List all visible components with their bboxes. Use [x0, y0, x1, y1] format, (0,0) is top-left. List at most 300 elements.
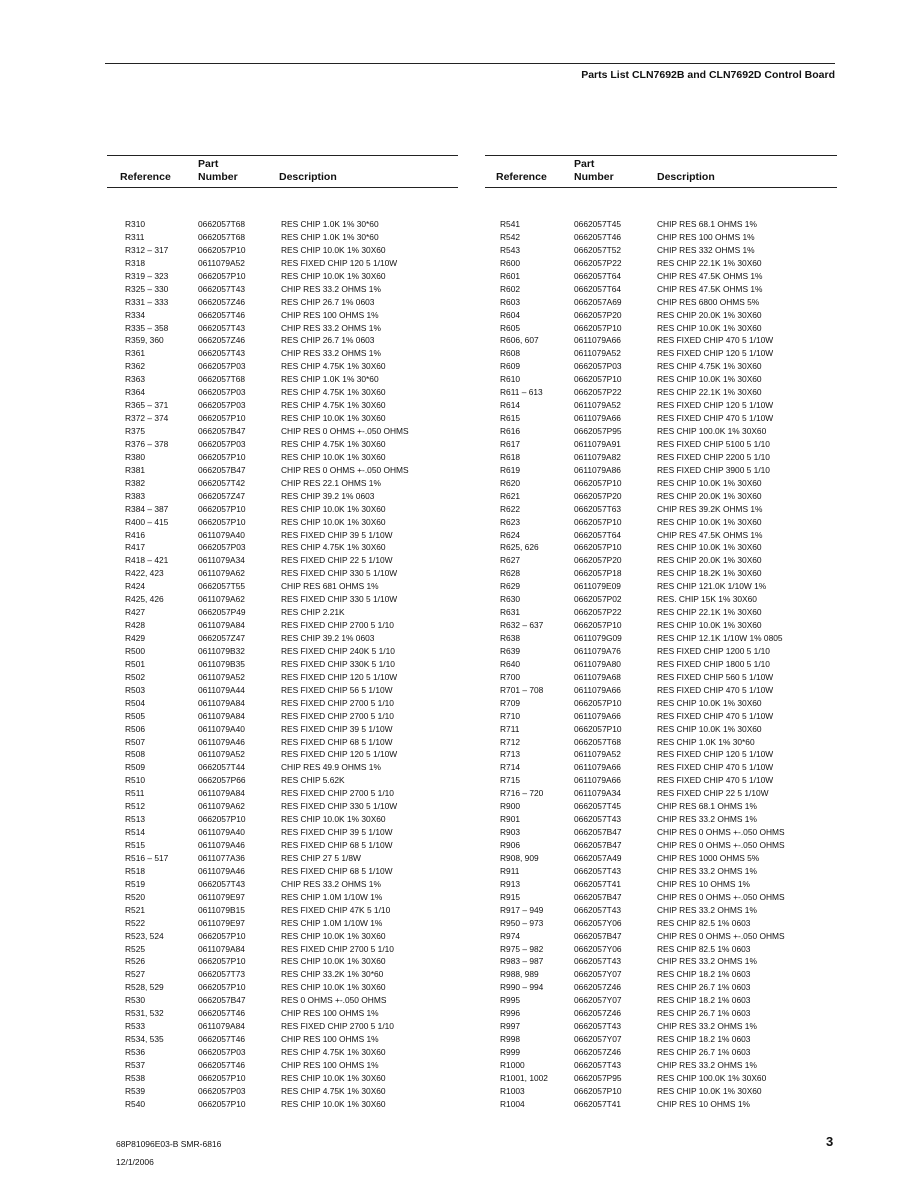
reference-cell: R998 [500, 1034, 521, 1045]
table-row [485, 296, 837, 309]
column-header-description: Description [657, 171, 715, 183]
reference-cell: R518 [125, 865, 146, 876]
description-cell: CHIP RES 0 OHMS +-.050 OHMS [657, 827, 785, 838]
reference-cell: R536 [125, 1047, 146, 1057]
description-cell: RES CHIP 26.7 1% 0603 [281, 296, 375, 307]
part-number-cell: 0611077A36 [198, 852, 245, 863]
table-row [107, 994, 458, 1007]
parts-table-right [485, 155, 837, 1111]
description-cell: CHIP RES 33.2 OHMS 1% [657, 814, 757, 825]
reference-cell: R710 [500, 710, 521, 721]
description-cell: RES CHIP 22.1K 1% 30X60 [657, 607, 762, 618]
description-cell: RES FIXED CHIP 1200 5 1/10 [657, 645, 770, 656]
table-row [485, 257, 837, 270]
part-number-cell: 0662057T46 [198, 1008, 246, 1019]
reference-cell: R516 – 517 [125, 852, 169, 863]
part-number-cell: 0662057P10 [574, 542, 622, 553]
table-row [485, 347, 837, 360]
reference-cell: R714 [500, 762, 521, 773]
reference-cell: R334 [125, 309, 146, 320]
reference-cell: R950 – 973 [500, 917, 544, 928]
part-number-cell: 0662057T43 [574, 814, 622, 825]
description-cell: RES CHIP 10.0K 1% 30X60 [657, 322, 762, 333]
part-number-cell: 0662057B47 [198, 426, 246, 436]
table-row [485, 464, 837, 477]
table-row [485, 891, 837, 904]
table-row [107, 399, 458, 412]
part-number-cell: 0611079A34 [198, 555, 245, 566]
part-number-cell: 0611079A52 [574, 348, 621, 359]
reference-cell: R975 – 982 [500, 943, 544, 954]
description-cell: CHIP RES 100 OHMS 1% [281, 309, 379, 320]
reference-cell: R1000 [500, 1059, 525, 1070]
table-row [107, 438, 458, 451]
part-number-cell: 0611079B35 [198, 658, 245, 669]
reference-cell: R901 [500, 814, 521, 825]
description-cell: CHIP RES 0 OHMS +-.050 OHMS [657, 840, 785, 850]
description-cell: RES CHIP 100.0K 1% 30X60 [657, 426, 767, 436]
table-row [107, 684, 458, 697]
part-number-cell: 0662057T41 [574, 1098, 622, 1109]
table-row [485, 917, 837, 930]
reference-cell: R906 [500, 840, 521, 850]
part-number-cell: 0662057Z47 [198, 490, 246, 501]
reference-cell: R622 [500, 503, 521, 514]
table-row [107, 606, 458, 619]
table-row [107, 826, 458, 839]
part-number-cell: 0662057T64 [574, 283, 622, 294]
table-row [107, 968, 458, 981]
table-row [107, 865, 458, 878]
description-cell: RES FIXED CHIP 120 5 1/10W [281, 671, 398, 682]
table-row [107, 296, 458, 309]
reference-cell: R614 [500, 400, 521, 411]
table-row [107, 723, 458, 736]
reference-cell: R509 [125, 762, 146, 773]
table-row [485, 1059, 837, 1072]
description-cell: RES FIXED CHIP 120 5 1/10W [657, 348, 774, 359]
table-row [107, 839, 458, 852]
reference-cell: R534, 535 [125, 1034, 164, 1045]
part-number-cell: 0662057Z46 [198, 335, 246, 346]
part-number-cell: 0611079A86 [574, 464, 621, 475]
description-cell: RES FIXED CHIP 2700 5 1/10 [281, 788, 394, 799]
description-cell: RES FIXED CHIP 2700 5 1/10 [281, 943, 394, 954]
description-cell: RES FIXED CHIP 120 5 1/10W [657, 749, 774, 760]
reference-cell: R513 [125, 814, 146, 825]
description-cell: CHIP RES 33.2 OHMS 1% [657, 956, 757, 967]
description-cell: RES CHIP 12.1K 1/10W 1% 0805 [657, 633, 783, 643]
part-number-cell: 0662057T46 [198, 309, 246, 320]
table-row [107, 981, 458, 994]
description-cell: RES CHIP 1.0M 1/10W 1% [281, 891, 383, 902]
reference-cell: R359, 360 [125, 335, 164, 346]
table-row [107, 322, 458, 335]
reference-cell: R711 [500, 723, 520, 734]
reference-cell: R533 [125, 1021, 146, 1032]
part-number-cell: 0662057P10 [198, 270, 246, 281]
reference-cell: R507 [125, 736, 146, 747]
description-cell: RES CHIP 4.75K 1% 30X60 [281, 400, 386, 411]
part-number-cell: 0611079A66 [574, 684, 621, 695]
part-number-cell: 0662057T43 [198, 348, 246, 359]
description-cell: RES CHIP 4.75K 1% 30X60 [281, 387, 386, 398]
column-header-part-number: Part Number [574, 158, 614, 183]
table-row [107, 632, 458, 645]
reference-cell: R609 [500, 361, 521, 372]
description-cell: RES FIXED CHIP 39 5 1/10W [281, 723, 393, 734]
reference-cell: R543 [500, 244, 521, 255]
part-number-cell: 0662057Y06 [574, 917, 622, 928]
reference-cell: R428 [125, 620, 146, 631]
reference-cell: R364 [125, 387, 146, 398]
table-row [107, 943, 458, 956]
part-number-cell: 0662057P18 [574, 568, 622, 579]
description-cell: RES CHIP 1.0M 1/10W 1% [281, 917, 383, 928]
table-row [107, 283, 458, 296]
reference-cell: R908, 909 [500, 852, 539, 863]
part-number-cell: 0662057P10 [574, 697, 622, 708]
part-number-cell: 0662057P10 [198, 982, 246, 993]
table-row [107, 800, 458, 813]
reference-cell: R527 [125, 969, 146, 980]
description-cell: RES CHIP 26.7 1% 0603 [281, 335, 375, 346]
table-row [107, 1098, 458, 1111]
reference-cell: R615 [500, 413, 521, 424]
reference-cell: R604 [500, 309, 521, 320]
reference-cell: R603 [500, 296, 521, 307]
part-number-cell: 0662057P66 [198, 775, 246, 786]
description-cell: RES FIXED CHIP 68 5 1/10W [281, 736, 393, 747]
description-cell: CHIP RES 0 OHMS +-.050 OHMS [281, 464, 409, 475]
description-cell: RES FIXED CHIP 47K 5 1/10 [281, 904, 391, 915]
reference-cell: R917 – 949 [500, 904, 544, 915]
part-number-cell: 0662057P20 [574, 490, 622, 501]
description-cell: RES CHIP 10.0K 1% 30X60 [281, 1098, 386, 1109]
table-row [107, 309, 458, 322]
table-row [485, 1020, 837, 1033]
description-cell: CHIP RES 49.9 OHMS 1% [281, 762, 381, 773]
table-row [485, 1007, 837, 1020]
description-cell: RES CHIP 4.75K 1% 30X60 [281, 361, 386, 372]
description-cell: RES FIXED CHIP 1800 5 1/10 [657, 658, 770, 669]
table-row [485, 865, 837, 878]
reference-cell: R422, 423 [125, 568, 164, 579]
table-row [107, 852, 458, 865]
part-number-cell: 0611079A52 [198, 749, 245, 760]
part-number-cell: 0611079B15 [198, 904, 245, 915]
document-number: 68P81096E03-B SMR-6816 [116, 1139, 222, 1149]
table-row [107, 671, 458, 684]
reference-cell: R325 – 330 [125, 283, 169, 294]
reference-cell: R640 [500, 658, 521, 669]
reference-cell: R974 [500, 930, 521, 941]
table-row [485, 218, 837, 231]
description-cell: RES CHIP 18.2 1% 0603 [657, 1034, 751, 1045]
description-cell: RES CHIP 82.5 1% 0603 [657, 943, 751, 954]
description-cell: RES FIXED CHIP 470 5 1/10W [657, 684, 774, 695]
reference-cell: R990 – 994 [500, 982, 544, 993]
reference-cell: R632 – 637 [500, 620, 544, 631]
part-number-cell: 0662057P10 [574, 516, 622, 527]
description-cell: RES CHIP 18.2 1% 0603 [657, 969, 751, 980]
description-cell: CHIP RES 33.2 OHMS 1% [281, 283, 381, 294]
part-number-cell: 0662057P10 [574, 477, 622, 488]
part-number-cell: 0662057P49 [198, 607, 246, 618]
description-cell: RES CHIP 1.0K 1% 30*60 [281, 374, 379, 385]
description-cell: RES FIXED CHIP 22 5 1/10W [281, 555, 393, 566]
description-cell: RES FIXED CHIP 330 5 1/10W [281, 568, 398, 579]
table-row [107, 1072, 458, 1085]
reference-cell: R319 – 323 [125, 270, 169, 281]
reference-cell: R620 [500, 477, 521, 488]
table-row [485, 761, 837, 774]
table-row [107, 218, 458, 231]
description-cell: CHIP RES 100 OHMS 1% [281, 1059, 379, 1070]
table-row [485, 955, 837, 968]
part-number-cell: 0662057T42 [198, 477, 246, 488]
part-number-cell: 0662057T55 [198, 581, 246, 592]
header-rule [105, 63, 835, 64]
description-cell: CHIP RES 0 OHMS +-.050 OHMS [657, 891, 785, 902]
part-number-cell: 0662057T43 [574, 1059, 622, 1070]
part-number-cell: 0662057P10 [198, 814, 246, 825]
reference-cell: R521 [125, 904, 146, 915]
part-number-cell: 0662057A49 [574, 852, 622, 863]
table-row [485, 270, 837, 283]
table-row [107, 955, 458, 968]
reference-cell: R539 [125, 1085, 146, 1096]
part-number-cell: 0611079A46 [198, 736, 245, 747]
part-number-cell: 0662057P03 [198, 387, 246, 398]
reference-cell: R312 – 317 [125, 244, 169, 255]
column-header-reference: Reference [496, 171, 547, 183]
description-cell: RES CHIP 4.75K 1% 30X60 [281, 542, 386, 553]
reference-cell: R417 [125, 542, 146, 553]
part-number-cell: 0662057B47 [574, 930, 622, 941]
part-number-cell: 0662057P20 [574, 555, 622, 566]
description-cell: RES. CHIP 15K 1% 30X60 [657, 594, 757, 605]
reference-cell: R623 [500, 516, 521, 527]
description-cell: RES CHIP 10.0K 1% 30X60 [657, 542, 762, 553]
table-row [485, 930, 837, 943]
table-row [485, 1085, 837, 1098]
page-title: Parts List CLN7692B and CLN7692D Control Board [581, 69, 835, 81]
table-row [107, 347, 458, 360]
part-number-cell: 0662057T64 [574, 529, 622, 540]
table-row [485, 994, 837, 1007]
table-row [107, 658, 458, 671]
table-row [107, 451, 458, 464]
part-number-cell: 0662057P22 [574, 607, 622, 618]
reference-cell: R601 [500, 270, 521, 281]
reference-cell: R361 [125, 348, 146, 359]
part-number-cell: 0662057T43 [198, 322, 246, 333]
part-number-cell: 0611079A66 [574, 413, 621, 424]
reference-cell: R639 [500, 645, 521, 656]
part-number-cell: 0611079A66 [574, 775, 621, 786]
part-number-cell: 0662057P10 [198, 1072, 246, 1083]
description-cell: RES FIXED CHIP 560 5 1/10W [657, 671, 774, 682]
reference-cell: R427 [125, 607, 146, 618]
description-cell: RES CHIP 4.75K 1% 30X60 [657, 361, 762, 372]
part-number-cell: 0662057Z46 [574, 1008, 622, 1019]
part-number-cell: 0662057T41 [574, 878, 622, 889]
table-row [107, 891, 458, 904]
description-cell: RES CHIP 4.75K 1% 30X60 [281, 1085, 386, 1096]
description-cell: RES CHIP 26.7 1% 0603 [657, 1008, 751, 1019]
part-number-cell: 0662057P95 [574, 426, 622, 436]
part-number-cell: 0662057P95 [574, 1072, 622, 1083]
table-row [107, 503, 458, 516]
part-number-cell: 0662057P10 [198, 956, 246, 967]
description-cell: RES CHIP 4.75K 1% 30X60 [281, 1047, 386, 1057]
part-number-cell: 0611079A91 [574, 438, 621, 449]
table-row [107, 244, 458, 257]
reference-cell: R504 [125, 697, 146, 708]
part-number-cell: 0662057P10 [198, 1098, 246, 1109]
part-number-cell: 0662057P03 [198, 1047, 246, 1057]
description-cell: CHIP RES 33.2 OHMS 1% [281, 878, 381, 889]
part-number-cell: 0662057P10 [198, 516, 246, 527]
description-cell: RES CHIP 22.1K 1% 30X60 [657, 387, 762, 398]
part-number-cell: 0662057Y06 [574, 943, 622, 954]
description-cell: RES FIXED CHIP 330 5 1/10W [281, 594, 398, 605]
reference-cell: R638 [500, 633, 521, 643]
reference-cell: R383 [125, 490, 146, 501]
description-cell: RES CHIP 18.2K 1% 30X60 [657, 568, 762, 579]
part-number-cell: 0611079A52 [198, 671, 245, 682]
description-cell: CHIP RES 332 OHMS 1% [657, 244, 755, 255]
table-row [107, 541, 458, 554]
part-number-cell: 0611079A44 [198, 684, 245, 695]
part-number-cell: 0662057T46 [198, 1034, 246, 1045]
description-cell: RES CHIP 22.1K 1% 30X60 [657, 257, 762, 268]
description-cell: RES FIXED CHIP 39 5 1/10W [281, 827, 393, 838]
table-row [485, 567, 837, 580]
table-row [107, 1020, 458, 1033]
part-number-cell: 0611079E97 [198, 891, 245, 902]
part-number-cell: 0662057P22 [574, 257, 622, 268]
table-row [485, 878, 837, 891]
table-row [485, 710, 837, 723]
description-cell: RES CHIP 10.0K 1% 30X60 [657, 620, 762, 631]
part-number-cell: 0662057B47 [574, 840, 622, 850]
reference-cell: R608 [500, 348, 521, 359]
reference-cell: R631 [500, 607, 521, 618]
description-cell: RES CHIP 100.0K 1% 30X60 [657, 1072, 767, 1083]
part-number-cell: 0662057T43 [574, 865, 622, 876]
reference-cell: R365 – 371 [125, 400, 169, 411]
reference-cell: R528, 529 [125, 982, 164, 993]
description-cell: RES CHIP 4.75K 1% 30X60 [281, 438, 386, 449]
part-number-cell: 0611079E09 [574, 581, 621, 592]
table-row [485, 231, 837, 244]
description-cell: RES FIXED CHIP 120 5 1/10W [657, 400, 774, 411]
reference-cell: R621 [500, 490, 521, 501]
part-number-cell: 0662057Z46 [574, 1047, 622, 1057]
table-row [107, 1033, 458, 1046]
reference-cell: R525 [125, 943, 146, 954]
part-number-cell: 0611079A34 [574, 788, 621, 799]
reference-cell: R625, 626 [500, 542, 539, 553]
part-number-cell: 0611079A76 [574, 645, 621, 656]
table-body [485, 218, 837, 1111]
reference-cell: R400 – 415 [125, 516, 169, 527]
table-row [485, 490, 837, 503]
reference-cell: R913 [500, 878, 521, 889]
table-row [485, 309, 837, 322]
part-number-cell: 0662057Z46 [574, 982, 622, 993]
table-header [485, 155, 837, 188]
table-row [107, 761, 458, 774]
description-cell: CHIP RES 1000 OHMS 5% [657, 852, 760, 863]
reference-cell: R511 [125, 788, 145, 799]
part-number-cell: 0611079A62 [198, 568, 245, 579]
part-number-cell: 0662057B47 [574, 827, 622, 838]
table-row [107, 710, 458, 723]
description-cell: RES FIXED CHIP 240K 5 1/10 [281, 645, 395, 656]
description-cell: RES FIXED CHIP 330 5 1/10W [281, 801, 398, 812]
table-row [107, 748, 458, 761]
description-cell: RES CHIP 10.0K 1% 30X60 [657, 1085, 762, 1096]
part-number-cell: 0662057T46 [198, 1059, 246, 1070]
reference-cell: R520 [125, 891, 146, 902]
description-cell: RES CHIP 10.0K 1% 30X60 [281, 451, 386, 462]
part-number-cell: 0662057P03 [198, 400, 246, 411]
description-cell: CHIP RES 39.2K OHMS 1% [657, 503, 763, 514]
part-number-cell: 0611079A84 [198, 697, 245, 708]
part-number-cell: 0611079A52 [574, 749, 621, 760]
part-number-cell: 0662057Y07 [574, 969, 622, 980]
table-row [107, 529, 458, 542]
table-row [485, 386, 837, 399]
table-row [107, 619, 458, 632]
reference-cell: R429 [125, 633, 146, 643]
column-header-description: Description [279, 171, 337, 183]
table-row [485, 800, 837, 813]
reference-cell: R502 [125, 671, 146, 682]
part-number-cell: 0611079A84 [198, 1021, 245, 1032]
table-row [107, 787, 458, 800]
description-cell: CHIP RES 33.2 OHMS 1% [657, 1059, 757, 1070]
description-cell: RES CHIP 20.0K 1% 30X60 [657, 309, 762, 320]
description-cell: RES 0 OHMS +-.050 OHMS [281, 995, 387, 1006]
description-cell: RES FIXED CHIP 470 5 1/10W [657, 710, 774, 721]
reference-cell: R983 – 987 [500, 956, 544, 967]
part-number-cell: 0662057A69 [574, 296, 622, 307]
part-number-cell: 0611079A66 [574, 710, 621, 721]
part-number-cell: 0611079A46 [198, 840, 245, 850]
part-number-cell: 0611079A84 [198, 710, 245, 721]
reference-cell: R416 [125, 529, 146, 540]
reference-cell: R425, 426 [125, 594, 164, 605]
table-row [485, 943, 837, 956]
description-cell: RES CHIP 1.0K 1% 30*60 [657, 736, 755, 747]
description-cell: CHIP RES 47.5K OHMS 1% [657, 529, 763, 540]
part-number-cell: 0611079A66 [574, 762, 621, 773]
table-row [485, 283, 837, 296]
part-number-cell: 0662057T43 [574, 956, 622, 967]
reference-cell: R376 – 378 [125, 438, 169, 449]
reference-cell: R616 [500, 426, 521, 436]
document-date: 12/1/2006 [116, 1157, 154, 1167]
description-cell: RES FIXED CHIP 2200 5 1/10 [657, 451, 770, 462]
part-number-cell: 0662057P03 [198, 361, 246, 372]
reference-cell: R506 [125, 723, 146, 734]
part-number-cell: 0662057P10 [198, 451, 246, 462]
part-number-cell: 0662057P03 [574, 361, 622, 372]
